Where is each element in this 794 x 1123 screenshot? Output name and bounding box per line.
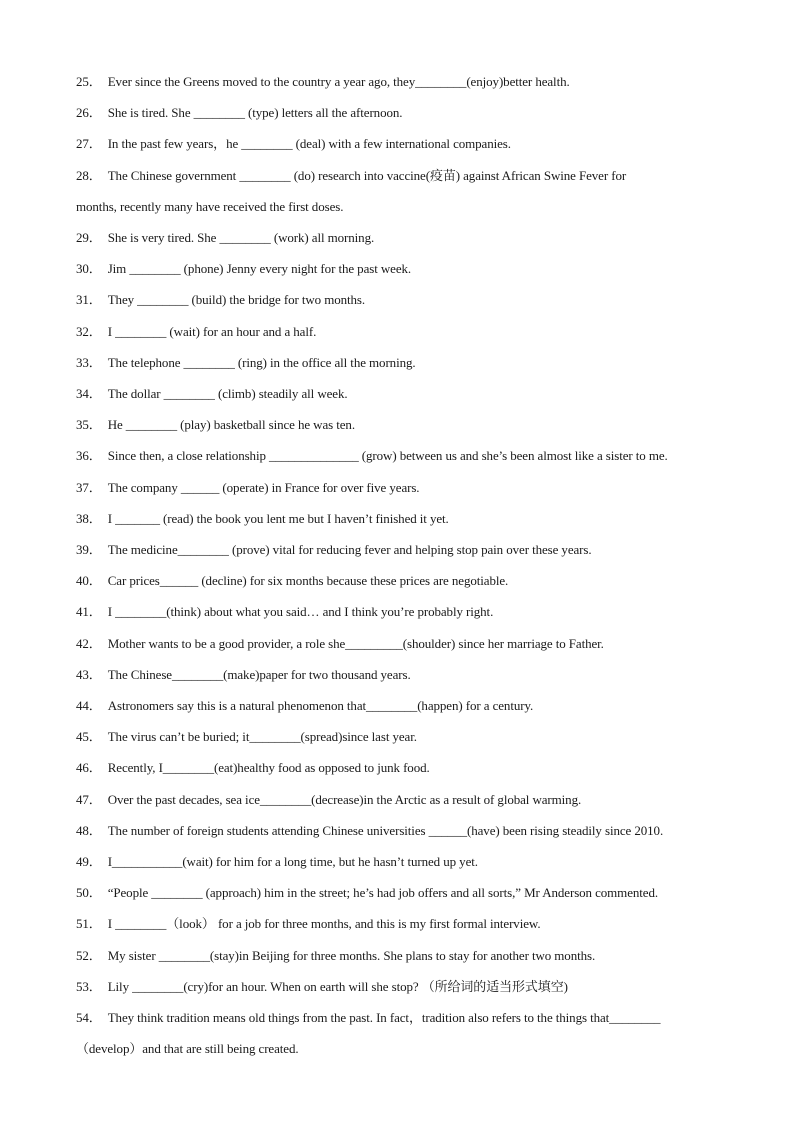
question-number: 53． (76, 978, 102, 994)
question-text: The Chinese government ________ (do) research into vaccine(疫苗) against African Swine Fever for (107, 167, 627, 183)
question-number: 35． (76, 417, 102, 433)
question-text: Lily ________(cry)for an hour. When on earth will she stop? （所给词的适当形式填空) (107, 978, 568, 994)
question-continuation: months, recently many have received the first doses. (76, 198, 344, 214)
question-item (76, 628, 726, 659)
question-number: 52． (76, 947, 102, 963)
question-number: 43． (76, 666, 102, 682)
question-number: 42． (76, 635, 102, 651)
question-text: Recently, I________(eat)healthy food as opposed to junk food. (107, 760, 430, 776)
question-text: In the past few years，he ________ (deal) with a few international companies. (107, 136, 511, 152)
question-text: She is tired. She ________ (type) letters all the afternoon. (107, 105, 403, 121)
question-text: She is very tired. She ________ (work) all morning. (107, 230, 375, 246)
question-text: The virus can’t be buried; it________(spread)since last year. (107, 729, 417, 745)
question-number: 46． (76, 760, 102, 776)
question-item (76, 160, 726, 191)
question-item (76, 253, 726, 284)
question-number: 37． (76, 479, 102, 495)
question-text: Mother wants to be a good provider, a role she_________(shoulder) since her marriage to Father. (107, 635, 604, 651)
question-text: The number of foreign students attending Chinese universities ______(have) been rising steadily since 2010. (107, 822, 664, 838)
question-text: Since then, a close relationship ______________ (grow) between us and she’s been almost like a sister to me. (107, 448, 668, 464)
question-text: I___________(wait) for him for a long time, but he hasn’t turned up yet. (107, 854, 478, 870)
question-item (76, 409, 726, 440)
question-item (76, 940, 726, 971)
question-number: 47． (76, 791, 102, 807)
question-item (76, 877, 726, 908)
question-item (76, 1002, 726, 1033)
question-number: 39． (76, 542, 102, 558)
question-item (76, 971, 726, 1002)
question-number: 44． (76, 698, 102, 714)
question-item (76, 97, 726, 128)
question-item (76, 596, 726, 627)
question-item (76, 815, 726, 846)
question-number: 50． (76, 885, 102, 901)
question-item (76, 66, 726, 97)
question-item (76, 752, 726, 783)
question-item (76, 284, 726, 315)
question-item (76, 565, 726, 596)
question-text: He ________ (play) basketball since he was ten. (107, 417, 355, 433)
question-text: I ________ (wait) for an hour and a half. (107, 323, 317, 339)
question-number: 41． (76, 604, 102, 620)
question-text: The medicine________ (prove) vital for reducing fever and helping stop pain over these years. (107, 542, 592, 558)
question-item (76, 472, 726, 503)
question-item (76, 659, 726, 690)
question-number: 38． (76, 510, 102, 526)
question-number: 51． (76, 916, 102, 932)
question-number: 49． (76, 854, 102, 870)
question-number: 45． (76, 729, 102, 745)
question-text: I ________(think) about what you said… and I think you’re probably right. (107, 604, 494, 620)
question-item (76, 690, 726, 721)
question-text: I _______ (read) the book you lent me but I haven’t finished it yet. (107, 510, 449, 526)
question-number: 48． (76, 822, 102, 838)
question-number: 34． (76, 386, 102, 402)
question-number: 30． (76, 261, 102, 277)
question-number: 32． (76, 323, 102, 339)
question-text: Ever since the Greens moved to the country a year ago, they________(enjoy)better health. (107, 74, 570, 89)
question-item (76, 128, 726, 159)
question-number: 25． (76, 74, 102, 89)
question-text: The company ______ (operate) in France for over five years. (107, 479, 420, 495)
question-text: “People ________ (approach) him in the street; he’s had job offers and all sorts,” Mr Anderson commented. (107, 885, 658, 901)
question-number: 36． (76, 448, 102, 464)
question-text: They think tradition means old things from the past. In fact，tradition also refers to the things that________ (107, 1010, 661, 1026)
question-list (76, 66, 726, 1065)
question-number: 54． (76, 1010, 102, 1026)
question-item (76, 378, 726, 409)
question-text: I ________（look） for a job for three months, and this is my first formal interview. (107, 916, 541, 932)
question-text: Jim ________ (phone) Jenny every night for the past week. (107, 261, 412, 277)
question-item (76, 721, 726, 752)
question-number: 27． (76, 136, 102, 152)
question-item (76, 440, 726, 471)
question-number: 29． (76, 230, 102, 246)
question-continuation: （develop）and that are still being created. (76, 1041, 299, 1057)
question-number: 28． (76, 167, 102, 183)
question-item (76, 503, 726, 534)
question-number: 26． (76, 105, 102, 121)
question-text: Astronomers say this is a natural phenomenon that________(happen) for a century. (107, 698, 534, 714)
question-number: 40． (76, 573, 102, 589)
question-text: The Chinese________(make)paper for two thousand years. (107, 666, 411, 682)
question-item (76, 347, 726, 378)
question-text: The dollar ________ (climb) steadily all week. (107, 386, 348, 402)
question-text: My sister ________(stay)in Beijing for three months. She plans to stay for another two months. (107, 947, 596, 963)
question-item (76, 908, 726, 939)
question-text: Car prices______ (decline) for six months because these prices are negotiable. (107, 573, 509, 589)
question-number: 31． (76, 292, 102, 308)
question-text: The telephone ________ (ring) in the office all the morning. (107, 354, 416, 370)
question-number: 33． (76, 354, 102, 370)
question-item (76, 316, 726, 347)
question-text: They ________ (build) the bridge for two months. (107, 292, 366, 308)
question-text: Over the past decades, sea ice________(decrease)in the Arctic as a result of global warming. (107, 791, 582, 807)
question-item (76, 222, 726, 253)
question-item (76, 534, 726, 565)
question-item (76, 846, 726, 877)
question-item (76, 784, 726, 815)
